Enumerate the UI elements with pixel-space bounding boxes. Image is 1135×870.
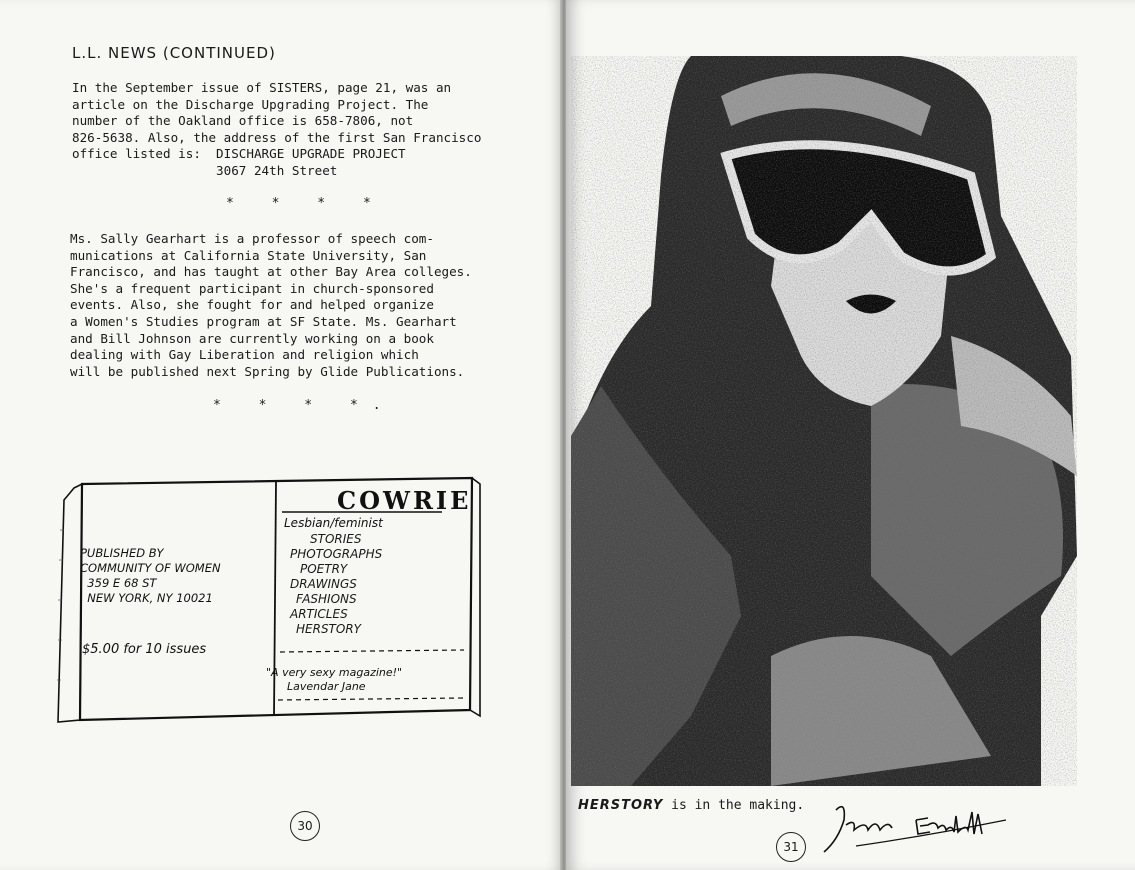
left-page bbox=[0, 0, 562, 870]
ad-subtitle: Lesbian/feminist bbox=[284, 516, 383, 530]
ad-price: $5.00 for 10 issues bbox=[82, 642, 207, 657]
artist-signature bbox=[816, 790, 1016, 860]
right-page bbox=[566, 0, 1135, 870]
separator-stars: * * * *. bbox=[213, 398, 396, 413]
list-item: ARTICLES bbox=[290, 607, 348, 621]
ad-title: COWRIE bbox=[337, 486, 472, 515]
section-heading: L.L. NEWS (CONTINUED) bbox=[72, 44, 276, 62]
ad-contents-list bbox=[290, 532, 382, 637]
photo-caption bbox=[578, 798, 804, 813]
list-item: POETRY bbox=[300, 562, 348, 576]
separator-stars: * * * * bbox=[226, 196, 386, 211]
list-item: STORIES bbox=[310, 532, 362, 546]
ad-publisher: PUBLISHED BY COMMUNITY OF WOMEN 359 E 68 ST NEW YORK, NY 10021 bbox=[80, 546, 221, 605]
caption-handwritten-word: HERSTORY bbox=[578, 798, 664, 813]
list-item: FASHIONS bbox=[296, 592, 357, 606]
page-number: 30 bbox=[290, 811, 320, 841]
caption-text: is in the making. bbox=[663, 798, 805, 813]
paragraph-gearhart: Ms. Sally Gearhart is a professor of speech com- munications at California State University, San Francisco, and has taught at other Bay Area colleges. She's a frequent participant in church-sponsored events. Also, she fought for and helped organize a Women's Studies program at SF State. Ms. Gearhart and Bill Johnson are currently working on a book dealing with Gay Liberation and religion which will be published next Spring by Glide Publications. bbox=[70, 231, 472, 379]
photo-woman-in-sunglasses bbox=[571, 56, 1077, 786]
cowrie-advertisement bbox=[52, 470, 484, 740]
list-item: HERSTORY bbox=[296, 622, 362, 636]
paragraph-discharge-project: In the September issue of SISTERS, page 21, was an article on the Discharge Upgrading Project. The number of the Oakland office is 658-7806, not 826-5638. Also, the address of the first San Francisco office listed is: DISCHARGE UPGRADE PROJECT 3067 24th Street bbox=[72, 80, 482, 178]
page-number: 31 bbox=[776, 832, 806, 862]
list-item: PHOTOGRAPHS bbox=[290, 547, 383, 561]
list-item: DRAWINGS bbox=[290, 577, 357, 591]
ad-quote: "A very sexy magazine!" Lavendar Jane bbox=[266, 666, 403, 693]
